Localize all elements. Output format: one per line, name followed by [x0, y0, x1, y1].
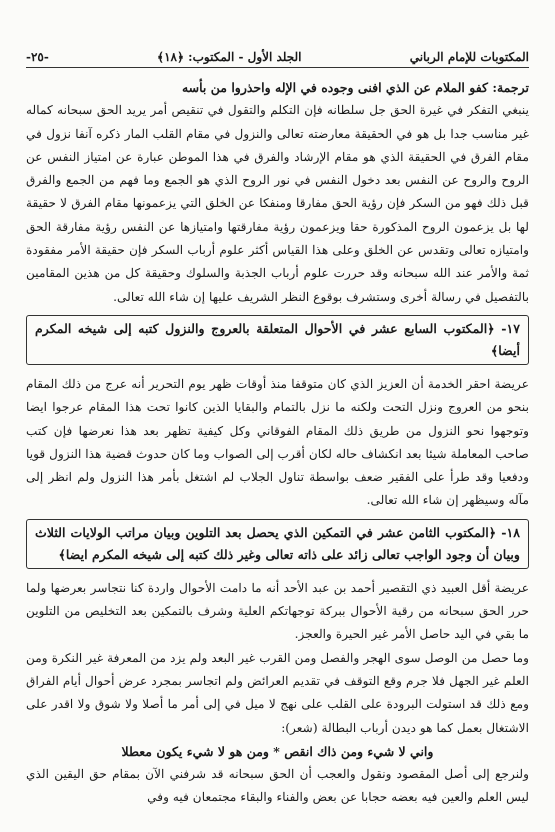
page-header: [26, 40, 529, 64]
paragraph-gheera: ينبغي التفكر في غيرة الحق جل سلطانه فإن التكلم والتقول في تنقيص أمر يريد الحق سبحانه كماله غير مناسب جدا بل هو في الحقيقة معارضته تعالى والنزول في مقام القلب المار ذكره آنفا نزول في مقام الفرق في الحقيقة الذي هو مقام الإرشاد والفرق في هذا الموطن عبارة عن امتياز النفس عن الروح والروح عن النفس بعد دخول النفس في نور الروح الذي هو الجمع وما فهم من الجمع والفرق قبل ذلك فهو من السكر فإن رؤية الحق مفارقا ومنفكا عن الخلق التي يزعمونها مقام الفرق لا حقيقة لها بل يزعمون الروح المذكورة حقا ويزعمون رؤية مفارقتها وامتيازها عن النفس رؤية مفارقة الحق وامتيازه تعالى وتقدس عن الخلق وعلى هذا القياس أكثر علوم أرباب السكر فإن حقيقة الأمر مفقودة ثمة والأمر عند الله سبحانه وقد حررت علوم أرباب الجذبة والسلوك وحقيقة كل من هذين المقامين بالتفصيل في رسالة أخرى وستشرف بوقوع النظر الشريف عليها إن شاء الله تعالى.: [26, 103, 529, 304]
page-body: [26, 76, 529, 809]
page-number: -٢٥-: [26, 50, 49, 64]
letter-17-paragraph: عريضة احقر الخدمة أن العزيز الذي كان متوقفا منذ أوقات ظهر يوم التحرير أنه عرج من ذلك المقام بنحو من العروج ونزل التحت ولكنه ما نزل بالتمام والبقايا الذين كانوا تحت هذا المقام عرجوا ايضا وتوجهوا نحو النزول من طريق ذلك المقام الفوقاني وكل كيفية تظهر بعد هذا نعرضها فإن كتب صاحب المعاملة شيئا بعد انكشاف حاله لكان أقرب إلى الصواب وما كان حدوث قضية هذا النزول قويا ودفعيا وقد طرأ على الفقير ضعف بواسطة تناول الجلاب لم اشتغل بأمر هذا النزول ولم انظر إلى مآله وسيظهر إن شاء الله تعالى.: [26, 376, 529, 508]
poem-verse: واني لا شيء ومن ذاك انقص * ومن هو لا شيء يكون معطلا: [121, 743, 434, 759]
letter-18-paragraph-2: وما حصل من الوصل سوى الهجر والفصل ومن القرب غير البعد ولم يزد من المعرفة غير النكرة ومن العلم غير الجهل فلا جرم وقع التوقف في تقديم العرائض ولم اتجاسر بمجرد عرض أحوال أيام الفراق ومع ذلك قد استولت البرودة على القلب على نهج لا ميل في إلى أمر ما أصلا ولا شوق ولا اقدر على الاشتغال بعمل كما هو ديدن أرباب البطالة (شعر):: [26, 650, 529, 735]
letter-17-title: ١٧- ﴿المكتوب السابع عشر في الأحوال المتعلقة بالعروج والنزول كتبه إلى شيخه المكرم أيضا﴾: [26, 315, 529, 365]
volume-info: الجلد الأول - المكتوب: ﴿١٨﴾: [157, 50, 302, 64]
letter-18-paragraph-1: عريضة أقل العبيد ذي التقصير أحمد بن عبد الأحد أنه ما دامت الأحوال واردة كنا نتجاسر بعرضها ولما حرر الحق سبحانه من رقية الأحوال ببركة توجهاتكم العلية وشرف بالتمكين بعد التخليص من التلوين ما بقي في اليد حاصل الأمر غير الحيرة والعجز.: [26, 580, 529, 642]
header-divider: [26, 67, 529, 68]
letter-18-paragraph-3: ولنرجع إلى أصل المقصود ونقول والعجب أن الحق سبحانه قد شرفني الآن بمقام حق اليقين الذي ليس العلم والعين فيه بعضه حجابا عن بعض والفناء والبقاء مجتمعان فيه وفي: [26, 766, 529, 805]
translation-line: ترجمة: كفو الملام عن الذي افنى وجوده في الإله واحذروا من بأسه: [181, 80, 529, 95]
book-title: المكتوبات للإمام الرباني: [409, 50, 529, 64]
letter-18-title: ١٨- ﴿المكتوب الثامن عشر في التمكين الذي يحصل بعد التلوين وبيان مراتب الولايات الثلاث وبيان أن وجود الواجب تعالى زائد على ذاته تعالى وغير ذلك كتبه إلى شيخه المكرم ايضا﴾: [26, 519, 529, 569]
